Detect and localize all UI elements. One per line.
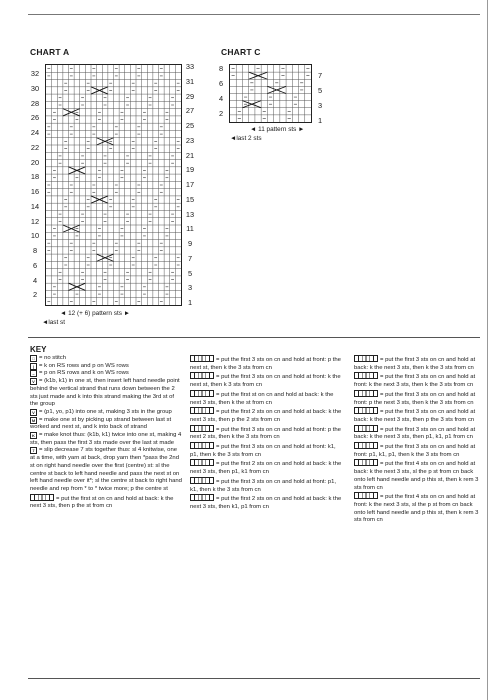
key-entry bbox=[30, 432, 183, 447]
chart-a-repeat-label: ◄ 12 (+ 6) pattern sts ► bbox=[60, 310, 131, 317]
row-number: 11 bbox=[186, 224, 194, 234]
key-symbol-icon bbox=[354, 355, 378, 362]
grid-lines bbox=[230, 65, 311, 122]
key-text: = put the first 2 sts on cn and hold at back: k the next 3 sts, then p1, k1 from cn bbox=[190, 461, 342, 476]
key-entry bbox=[190, 494, 343, 511]
key-entry bbox=[30, 494, 183, 511]
key-text: = put the first st on cn and hold at back: k the next 3 sts, then k the st from cn bbox=[190, 391, 334, 406]
row-number: 26 bbox=[30, 113, 40, 123]
row-number: 32 bbox=[30, 69, 40, 78]
key-symbol-icon bbox=[354, 425, 378, 432]
key-symbol-icon bbox=[354, 372, 378, 379]
key-symbol-icon bbox=[354, 459, 378, 466]
row-number: 6 bbox=[32, 260, 38, 270]
chart-c-grid bbox=[229, 64, 312, 123]
key-text: = put the first 4 sts on cn and hold at front: k the next 3 sts, sl the p st from cn back onto left hand needle and p this st, then k rem 3 sts from cn bbox=[354, 494, 479, 524]
row-number: 5 bbox=[317, 86, 323, 95]
key-text: = put the first 3 sts on cn and hold at front: k the next 3 sts, then k the 3 sts from cn bbox=[354, 374, 476, 389]
row-number: 19 bbox=[185, 165, 195, 175]
key-symbol-icon bbox=[190, 372, 214, 379]
key-text: = (k1b, k1) in one st, then insert left hand needle point behind the vertical strand that runs down between the 2 sts just made and k into this strand making the 3rd st of the group bbox=[30, 378, 180, 408]
chart-c-repeat-text: 11 pattern sts bbox=[258, 126, 297, 133]
row-number: 1 bbox=[187, 298, 193, 307]
key-entry bbox=[190, 390, 343, 407]
row-number: 3 bbox=[317, 101, 323, 110]
row-number: 33 bbox=[185, 62, 195, 71]
key-symbol-icon: | bbox=[30, 363, 37, 370]
row-number: 25 bbox=[185, 121, 195, 130]
row-number: 24 bbox=[30, 128, 40, 137]
chart-a-last-label: ◄last st bbox=[42, 319, 66, 326]
key-text: = put the first st on cn and hold at back: k the next 3 sts, then p the st from cn bbox=[30, 495, 174, 510]
key-title: KEY bbox=[30, 345, 47, 354]
key-text: = put the first 3 sts on cn and hold at back: k the next 3 sts, then p1, k1, p1 from cn bbox=[354, 426, 476, 441]
chart-a-grid bbox=[45, 64, 182, 306]
row-number: 8 bbox=[32, 246, 38, 255]
row-number: 30 bbox=[30, 83, 40, 93]
chart-c-last-text: last 2 sts bbox=[236, 135, 262, 142]
key-entry bbox=[354, 425, 482, 442]
key-column-2 bbox=[190, 355, 343, 512]
key-symbol-icon: K bbox=[30, 432, 37, 439]
key-text: = make one st by picking up strand between last st worked and next st, and k into back of strand bbox=[30, 416, 172, 431]
key-text: = put the first 3 sts on cn and hold at back: k the next 3 sts, then p the 3 sts from cn bbox=[354, 409, 476, 423]
key-symbol-icon bbox=[190, 355, 214, 362]
key-entry bbox=[354, 355, 482, 372]
row-number: 10 bbox=[30, 231, 40, 241]
key-symbol-icon bbox=[190, 390, 214, 397]
row-number: 29 bbox=[185, 91, 195, 101]
key-entry bbox=[30, 378, 183, 409]
key-text: = put the first 3 sts on cn and hold at front: p the next st, then k the 3 sts from cn bbox=[190, 357, 341, 371]
key-symbol-icon: V bbox=[30, 409, 37, 416]
row-number: 2 bbox=[32, 290, 38, 300]
row-number: 4 bbox=[32, 275, 38, 285]
key-text: = k on RS rows and p on WS rows bbox=[39, 362, 129, 369]
row-number: 15 bbox=[185, 194, 195, 204]
key-symbol-icon bbox=[190, 477, 214, 484]
row-number: 5 bbox=[187, 268, 193, 278]
row-number: 18 bbox=[30, 172, 40, 182]
key-entry bbox=[30, 409, 183, 417]
key-entry bbox=[190, 459, 343, 476]
chart-a-repeat-text: 12 (+ 6) pattern sts bbox=[68, 310, 122, 317]
key-symbol-icon bbox=[190, 459, 214, 466]
row-number: 9 bbox=[187, 239, 193, 248]
key-entry bbox=[30, 447, 183, 493]
row-number: 21 bbox=[185, 150, 195, 160]
key-symbol-icon bbox=[354, 407, 378, 414]
row-number: 16 bbox=[30, 187, 40, 196]
chart-a-last-text: last st bbox=[48, 319, 66, 326]
bottom-rule bbox=[28, 678, 480, 679]
key-entry bbox=[30, 363, 183, 371]
key-entry bbox=[30, 370, 183, 378]
key-column-3 bbox=[354, 355, 482, 525]
key-symbol-icon bbox=[354, 390, 378, 397]
chart-c-last-label: ◄last 2 sts bbox=[230, 135, 262, 142]
key-symbol-icon: □ bbox=[30, 355, 37, 362]
row-number: 8 bbox=[218, 64, 224, 73]
grid-lines bbox=[46, 65, 181, 305]
key-symbol-icon bbox=[190, 425, 214, 432]
key-text: = put the first 2 sts on cn and hold at back: k the next 3 sts, then p the 2 sts from cn bbox=[190, 409, 342, 423]
key-entry bbox=[354, 442, 482, 459]
row-number: 2 bbox=[218, 109, 224, 118]
key-text: = put the first 2 sts on cn and hold at back: k the next 3 sts, then k1, p1 from cn bbox=[190, 496, 342, 510]
key-symbol-icon bbox=[354, 442, 378, 449]
key-text: = put the first 3 sts on cn and hold at front: k1, p1, then k the 3 sts from cn bbox=[190, 444, 336, 458]
key-symbol-icon bbox=[30, 494, 54, 501]
row-number: 4 bbox=[218, 94, 224, 103]
section-rule bbox=[28, 337, 480, 338]
key-symbol-icon bbox=[190, 407, 214, 414]
key-text: = p on RS rows and k on WS rows bbox=[39, 370, 129, 377]
key-entry bbox=[30, 417, 183, 432]
key-symbol-icon: M bbox=[31, 417, 36, 423]
key-text: = make knot thus: (k1b, k1) twice into one st, making 4 sts, then pass the first 3 sts made over the last st made bbox=[30, 432, 182, 446]
page-edge bbox=[487, 0, 488, 700]
chart-c-title: CHART C bbox=[221, 47, 261, 57]
row-number: 1 bbox=[317, 116, 323, 125]
key-text: = put the first 3 sts on cn and hold at back: k the next 3 sts, then k the 3 sts from cn bbox=[354, 357, 476, 371]
key-entry bbox=[190, 355, 343, 372]
key-column-1 bbox=[30, 355, 183, 511]
key-entry bbox=[190, 407, 343, 424]
key-entry bbox=[354, 459, 482, 492]
key-symbol-icon bbox=[190, 494, 214, 501]
key-text: = slip decrease 7 sts together thus: sl 4 knitwise, one at a time, with yarn at back, drop yarn then *pass the 2nd st on right hand needle over the first (centre) st: sl the centre st back to left hand needle and pass the next st on left hand needle over it*; sl the centre st back to right hand needle and rep from * to * twice more; p the centre st bbox=[30, 447, 182, 492]
row-number: 22 bbox=[30, 142, 40, 152]
row-number: 23 bbox=[185, 135, 195, 145]
row-number: 6 bbox=[218, 79, 224, 88]
key-text: = put the first 3 sts on cn and hold at front: k the next st, then k 3 sts from cn bbox=[190, 374, 341, 389]
key-text: = put the first 4 sts on cn and hold at back: k the next 3 sts, sl the p st from cn back onto left hand needle and p this st, then k rem 3 sts from cn bbox=[354, 461, 479, 491]
key-entry bbox=[190, 372, 343, 389]
row-number: 28 bbox=[30, 98, 40, 108]
key-entry bbox=[354, 407, 482, 424]
row-number: 7 bbox=[187, 253, 193, 263]
key-symbol-icon bbox=[354, 492, 378, 499]
chart-c-repeat-label: ◄ 11 pattern sts ► bbox=[250, 126, 305, 133]
key-symbol-icon: V bbox=[30, 378, 37, 385]
key-entry bbox=[190, 477, 343, 494]
key-symbol-icon: 7 bbox=[30, 447, 37, 454]
row-number: 3 bbox=[187, 283, 193, 293]
key-entry bbox=[190, 442, 343, 459]
key-text: = put the first 3 sts on cn and hold at front: p the next 2 sts, then k the 3 sts from cn bbox=[190, 426, 341, 441]
key-text: = (p1, yo, p1) into one st, making 3 sts in the group bbox=[39, 408, 172, 415]
top-rule bbox=[28, 14, 480, 15]
key-entry bbox=[354, 492, 482, 525]
key-text: = no stitch bbox=[39, 355, 67, 361]
key-entry bbox=[354, 390, 482, 407]
key-entry bbox=[354, 372, 482, 389]
row-number: 20 bbox=[30, 157, 40, 167]
key-text: = put the first 3 sts on cn and hold at front: p the next 3 sts, then k the 3 sts from cn bbox=[354, 391, 476, 406]
key-entry bbox=[30, 355, 183, 363]
key-symbol-icon: – bbox=[30, 370, 37, 377]
row-number: 12 bbox=[30, 216, 40, 226]
key-symbol-icon bbox=[190, 442, 214, 449]
row-number: 7 bbox=[317, 71, 323, 80]
key-text: = put the first 3 sts on cn and hold at front: p1, k1, then k the 3 sts from cn bbox=[190, 478, 337, 493]
row-number: 17 bbox=[185, 180, 195, 189]
key-text: = put the first 3 sts on cn and hold at front: p1, k1, p1, then k the 3 sts from cn bbox=[354, 444, 476, 458]
key-entry bbox=[190, 425, 343, 442]
row-number: 31 bbox=[185, 76, 195, 86]
row-number: 14 bbox=[30, 201, 40, 211]
row-number: 13 bbox=[185, 209, 195, 219]
chart-a-title: CHART A bbox=[30, 47, 70, 57]
row-number: 27 bbox=[185, 106, 195, 116]
